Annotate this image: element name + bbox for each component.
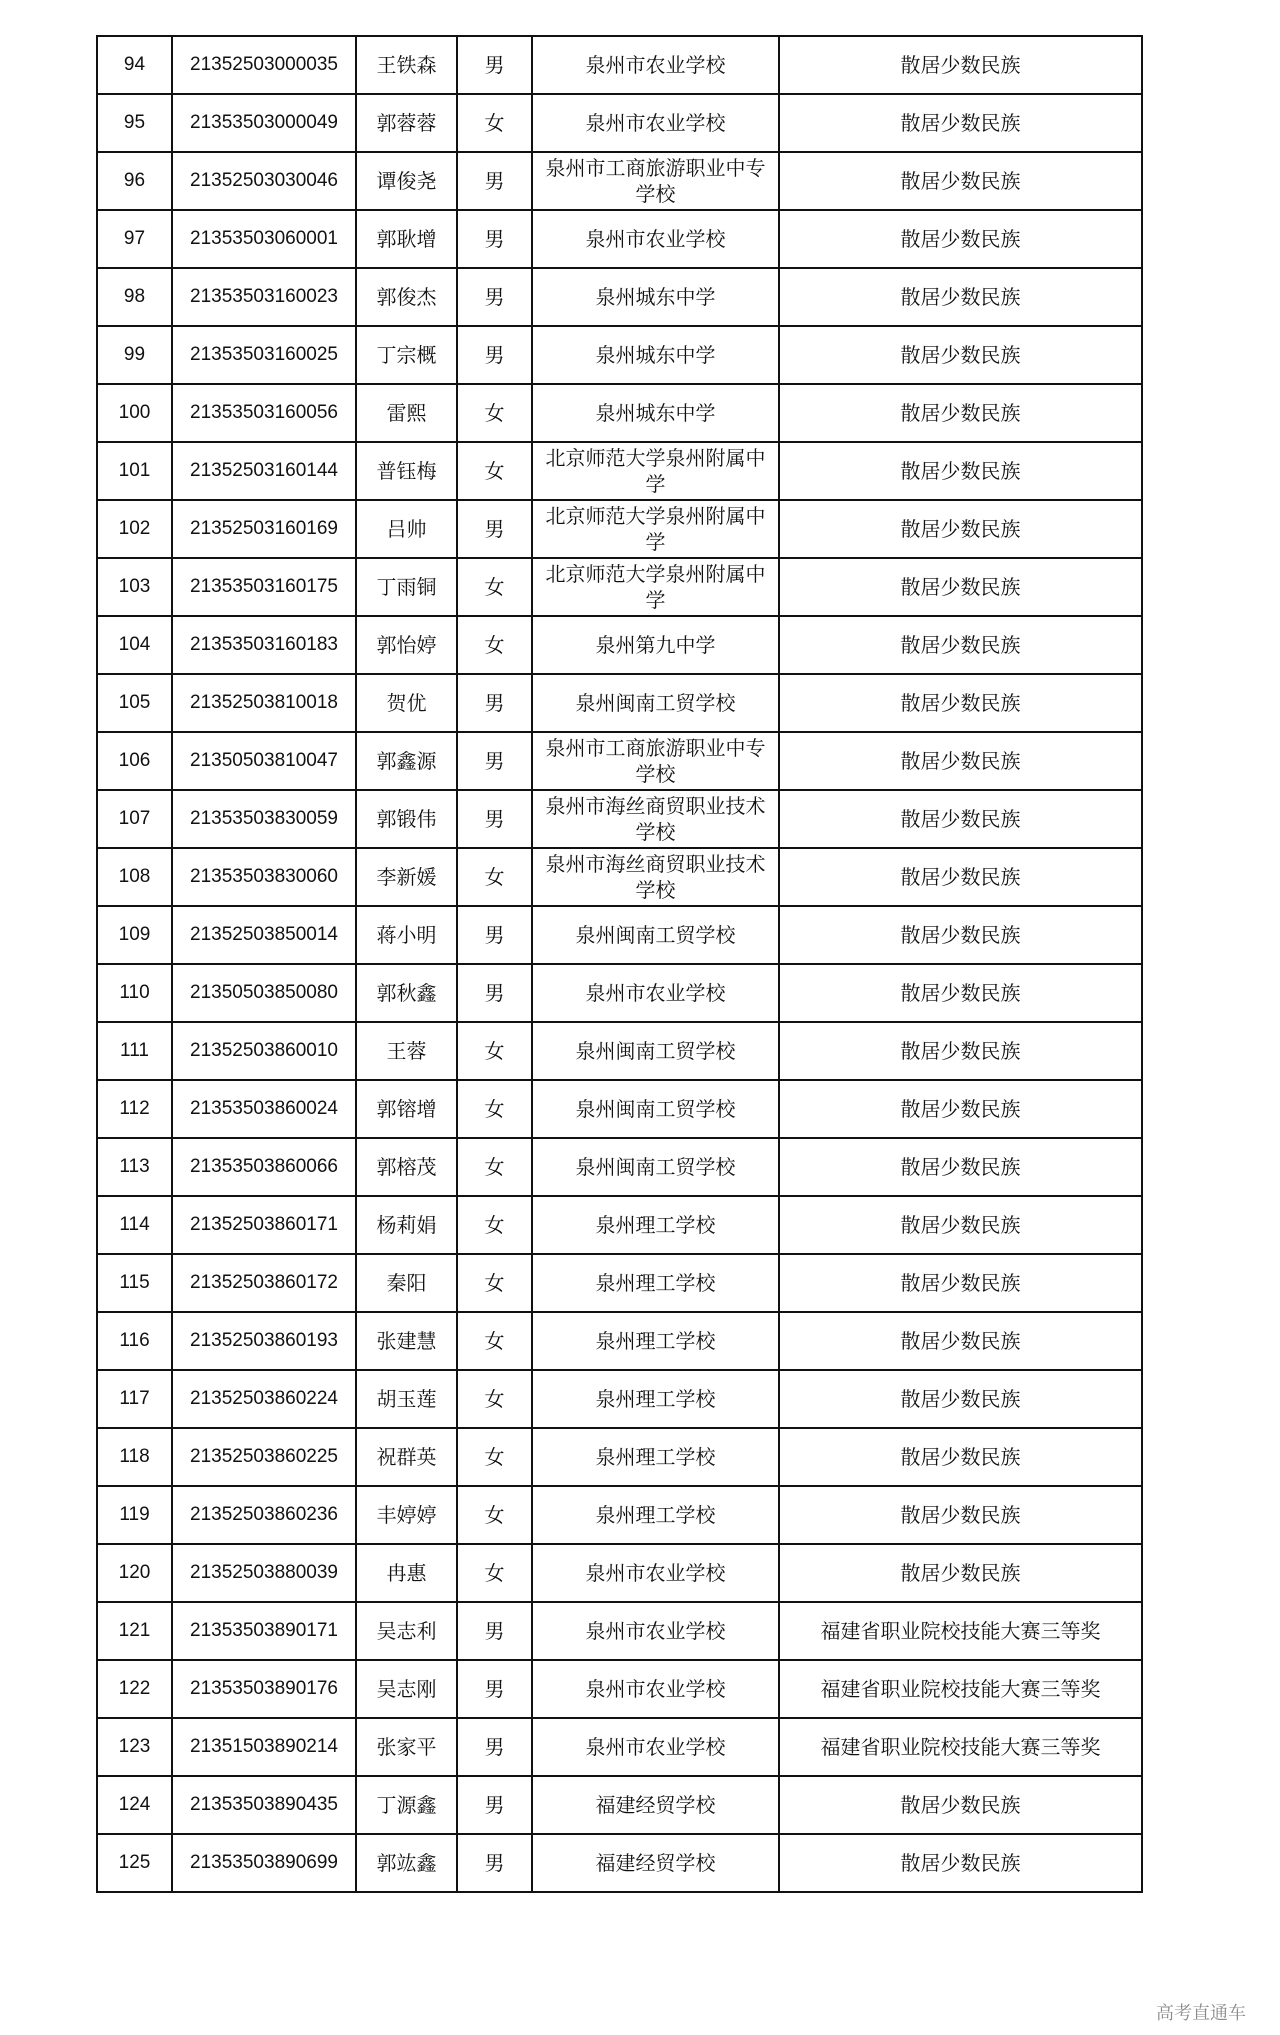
student-name-cell: 丁雨铜 [356,558,457,616]
row-index-cell: 98 [97,268,172,326]
row-index-cell: 116 [97,1312,172,1370]
exam-number-cell: 21352503880039 [172,1544,356,1602]
table-row [97,36,1142,94]
school-cell: 北京师范大学泉州附属中学 [532,558,779,616]
school-cell: 泉州闽南工贸学校 [532,1022,779,1080]
student-name-cell: 祝群英 [356,1428,457,1486]
category-cell: 散居少数民族 [779,906,1142,964]
category-cell: 散居少数民族 [779,326,1142,384]
gender-cell: 男 [457,964,532,1022]
gender-cell: 男 [457,732,532,790]
row-index-cell: 120 [97,1544,172,1602]
category-cell: 散居少数民族 [779,94,1142,152]
table-row [97,1196,1142,1254]
exam-number-cell: 21352503160169 [172,500,356,558]
gender-cell: 女 [457,1486,532,1544]
table-row [97,790,1142,848]
exam-number-cell: 21352503860172 [172,1254,356,1312]
gender-cell: 男 [457,1602,532,1660]
table-row [97,152,1142,210]
gender-cell: 男 [457,500,532,558]
gender-cell: 女 [457,1138,532,1196]
gender-cell: 男 [457,790,532,848]
school-cell: 泉州市海丝商贸职业技术学校 [532,790,779,848]
row-index-cell: 94 [97,36,172,94]
student-name-cell: 郭鑫源 [356,732,457,790]
row-index-cell: 110 [97,964,172,1022]
table-row [97,616,1142,674]
row-index-cell: 121 [97,1602,172,1660]
gender-cell: 女 [457,616,532,674]
school-cell: 泉州市农业学校 [532,1660,779,1718]
gender-cell: 男 [457,674,532,732]
school-cell: 泉州市农业学校 [532,94,779,152]
row-index-cell: 102 [97,500,172,558]
gender-cell: 女 [457,1312,532,1370]
category-cell: 散居少数民族 [779,1312,1142,1370]
exam-number-cell: 21353503860066 [172,1138,356,1196]
gender-cell: 女 [457,442,532,500]
exam-number-cell: 21352503000035 [172,36,356,94]
student-name-cell: 丰婷婷 [356,1486,457,1544]
gender-cell: 男 [457,210,532,268]
exam-number-cell: 21352503810018 [172,674,356,732]
table-row [97,1544,1142,1602]
gender-cell: 男 [457,36,532,94]
exam-number-cell: 21353503000049 [172,94,356,152]
category-cell: 散居少数民族 [779,1776,1142,1834]
table-row [97,94,1142,152]
student-name-cell: 李新媛 [356,848,457,906]
exam-number-cell: 21353503160025 [172,326,356,384]
gender-cell: 女 [457,1544,532,1602]
exam-number-cell: 21352503860236 [172,1486,356,1544]
school-cell: 泉州城东中学 [532,268,779,326]
student-name-cell: 雷熙 [356,384,457,442]
exam-number-cell: 21350503810047 [172,732,356,790]
school-cell: 泉州闽南工贸学校 [532,906,779,964]
watermark-text: 高考直通车 [1156,2003,1246,2024]
student-name-cell: 郭榕茂 [356,1138,457,1196]
row-index-cell: 101 [97,442,172,500]
table-row [97,326,1142,384]
student-name-cell: 张建慧 [356,1312,457,1370]
category-cell: 福建省职业院校技能大赛三等奖 [779,1718,1142,1776]
table-row [97,1660,1142,1718]
row-index-cell: 104 [97,616,172,674]
gender-cell: 女 [457,94,532,152]
row-index-cell: 118 [97,1428,172,1486]
gender-cell: 女 [457,1196,532,1254]
student-name-cell: 丁宗概 [356,326,457,384]
gender-cell: 女 [457,1370,532,1428]
student-name-cell: 杨莉娟 [356,1196,457,1254]
school-cell: 泉州闽南工贸学校 [532,674,779,732]
category-cell: 散居少数民族 [779,152,1142,210]
student-name-cell: 吕帅 [356,500,457,558]
row-index-cell: 109 [97,906,172,964]
table-row [97,1718,1142,1776]
exam-number-cell: 21351503890214 [172,1718,356,1776]
school-cell: 泉州市农业学校 [532,1544,779,1602]
row-index-cell: 95 [97,94,172,152]
table-row [97,1370,1142,1428]
gender-cell: 男 [457,1776,532,1834]
exam-number-cell: 21353503890699 [172,1834,356,1892]
gender-cell: 男 [457,1718,532,1776]
school-cell: 泉州市工商旅游职业中专学校 [532,732,779,790]
table-body [97,36,1142,1892]
table-row [97,1254,1142,1312]
category-cell: 散居少数民族 [779,1196,1142,1254]
school-cell: 泉州市海丝商贸职业技术学校 [532,848,779,906]
row-index-cell: 125 [97,1834,172,1892]
gender-cell: 男 [457,268,532,326]
category-cell: 散居少数民族 [779,616,1142,674]
student-name-cell: 吴志利 [356,1602,457,1660]
row-index-cell: 124 [97,1776,172,1834]
school-cell: 北京师范大学泉州附属中学 [532,500,779,558]
category-cell: 散居少数民族 [779,848,1142,906]
table-row [97,558,1142,616]
table-row [97,442,1142,500]
row-index-cell: 97 [97,210,172,268]
gender-cell: 男 [457,152,532,210]
table-row [97,964,1142,1022]
category-cell: 散居少数民族 [779,36,1142,94]
gender-cell: 女 [457,1254,532,1312]
exam-number-cell: 21353503860024 [172,1080,356,1138]
category-cell: 散居少数民族 [779,1080,1142,1138]
row-index-cell: 103 [97,558,172,616]
category-cell: 散居少数民族 [779,1370,1142,1428]
student-name-cell: 郭蓉蓉 [356,94,457,152]
row-index-cell: 123 [97,1718,172,1776]
exam-number-cell: 21353503890176 [172,1660,356,1718]
table-row [97,1312,1142,1370]
school-cell: 福建经贸学校 [532,1834,779,1892]
category-cell: 福建省职业院校技能大赛三等奖 [779,1660,1142,1718]
row-index-cell: 115 [97,1254,172,1312]
student-name-cell: 郭镕增 [356,1080,457,1138]
student-name-cell: 贺优 [356,674,457,732]
category-cell: 散居少数民族 [779,1428,1142,1486]
table-row [97,1428,1142,1486]
gender-cell: 女 [457,384,532,442]
school-cell: 泉州市农业学校 [532,36,779,94]
exam-number-cell: 21352503860193 [172,1312,356,1370]
table-row [97,268,1142,326]
student-name-cell: 蒋小明 [356,906,457,964]
gender-cell: 女 [457,1022,532,1080]
gender-cell: 女 [457,848,532,906]
school-cell: 泉州市工商旅游职业中专学校 [532,152,779,210]
student-name-cell: 吴志刚 [356,1660,457,1718]
student-name-cell: 秦阳 [356,1254,457,1312]
category-cell: 散居少数民族 [779,1138,1142,1196]
exam-number-cell: 21353503160056 [172,384,356,442]
gender-cell: 女 [457,1080,532,1138]
student-list-table [96,35,1143,1893]
gender-cell: 男 [457,906,532,964]
table-row [97,732,1142,790]
student-name-cell: 郭俊杰 [356,268,457,326]
school-cell: 泉州理工学校 [532,1428,779,1486]
student-name-cell: 丁源鑫 [356,1776,457,1834]
category-cell: 散居少数民族 [779,268,1142,326]
school-cell: 泉州城东中学 [532,384,779,442]
category-cell: 散居少数民族 [779,210,1142,268]
category-cell: 散居少数民族 [779,1254,1142,1312]
exam-number-cell: 21353503830060 [172,848,356,906]
category-cell: 散居少数民族 [779,1544,1142,1602]
table-row [97,1080,1142,1138]
row-index-cell: 114 [97,1196,172,1254]
table-row [97,1834,1142,1892]
exam-number-cell: 21352503860010 [172,1022,356,1080]
school-cell: 泉州市农业学校 [532,1602,779,1660]
row-index-cell: 117 [97,1370,172,1428]
student-name-cell: 张家平 [356,1718,457,1776]
exam-number-cell: 21352503860171 [172,1196,356,1254]
category-cell: 散居少数民族 [779,1834,1142,1892]
student-list-table-wrapper [96,35,1141,1893]
student-name-cell: 冉惠 [356,1544,457,1602]
exam-number-cell: 21353503160175 [172,558,356,616]
row-index-cell: 99 [97,326,172,384]
school-cell: 泉州理工学校 [532,1486,779,1544]
category-cell: 散居少数民族 [779,442,1142,500]
exam-number-cell: 21353503160183 [172,616,356,674]
row-index-cell: 111 [97,1022,172,1080]
student-name-cell: 普钰梅 [356,442,457,500]
row-index-cell: 105 [97,674,172,732]
school-cell: 泉州理工学校 [532,1312,779,1370]
school-cell: 泉州理工学校 [532,1370,779,1428]
gender-cell: 男 [457,1834,532,1892]
row-index-cell: 119 [97,1486,172,1544]
table-row [97,1138,1142,1196]
row-index-cell: 100 [97,384,172,442]
student-name-cell: 胡玉莲 [356,1370,457,1428]
category-cell: 散居少数民族 [779,384,1142,442]
row-index-cell: 106 [97,732,172,790]
table-row [97,384,1142,442]
row-index-cell: 107 [97,790,172,848]
school-cell: 泉州理工学校 [532,1196,779,1254]
school-cell: 北京师范大学泉州附属中学 [532,442,779,500]
category-cell: 福建省职业院校技能大赛三等奖 [779,1602,1142,1660]
school-cell: 泉州市农业学校 [532,210,779,268]
gender-cell: 男 [457,1660,532,1718]
exam-number-cell: 21352503860224 [172,1370,356,1428]
student-name-cell: 郭锻伟 [356,790,457,848]
school-cell: 泉州市农业学校 [532,964,779,1022]
student-name-cell: 郭怡婷 [356,616,457,674]
category-cell: 散居少数民族 [779,674,1142,732]
school-cell: 泉州第九中学 [532,616,779,674]
gender-cell: 女 [457,1428,532,1486]
table-row [97,1486,1142,1544]
student-name-cell: 郭竑鑫 [356,1834,457,1892]
table-row [97,848,1142,906]
exam-number-cell: 21352503160144 [172,442,356,500]
student-name-cell: 王蓉 [356,1022,457,1080]
school-cell: 泉州城东中学 [532,326,779,384]
category-cell: 散居少数民族 [779,1486,1142,1544]
school-cell: 泉州闽南工贸学校 [532,1080,779,1138]
row-index-cell: 122 [97,1660,172,1718]
row-index-cell: 108 [97,848,172,906]
exam-number-cell: 21352503850014 [172,906,356,964]
school-cell: 泉州闽南工贸学校 [532,1138,779,1196]
exam-number-cell: 21353503060001 [172,210,356,268]
table-row [97,500,1142,558]
table-row [97,210,1142,268]
exam-number-cell: 21353503160023 [172,268,356,326]
category-cell: 散居少数民族 [779,500,1142,558]
exam-number-cell: 21353503890171 [172,1602,356,1660]
table-row [97,1602,1142,1660]
exam-number-cell: 21352503860225 [172,1428,356,1486]
school-cell: 泉州市农业学校 [532,1718,779,1776]
category-cell: 散居少数民族 [779,964,1142,1022]
table-row [97,906,1142,964]
row-index-cell: 112 [97,1080,172,1138]
exam-number-cell: 21353503890435 [172,1776,356,1834]
row-index-cell: 113 [97,1138,172,1196]
category-cell: 散居少数民族 [779,790,1142,848]
student-name-cell: 谭俊尧 [356,152,457,210]
table-row [97,674,1142,732]
exam-number-cell: 21350503850080 [172,964,356,1022]
student-name-cell: 王铁森 [356,36,457,94]
category-cell: 散居少数民族 [779,1022,1142,1080]
category-cell: 散居少数民族 [779,732,1142,790]
gender-cell: 女 [457,558,532,616]
table-row [97,1776,1142,1834]
school-cell: 福建经贸学校 [532,1776,779,1834]
exam-number-cell: 21352503030046 [172,152,356,210]
student-name-cell: 郭耿增 [356,210,457,268]
school-cell: 泉州理工学校 [532,1254,779,1312]
gender-cell: 男 [457,326,532,384]
row-index-cell: 96 [97,152,172,210]
category-cell: 散居少数民族 [779,558,1142,616]
table-row [97,1022,1142,1080]
exam-number-cell: 21353503830059 [172,790,356,848]
student-name-cell: 郭秋鑫 [356,964,457,1022]
